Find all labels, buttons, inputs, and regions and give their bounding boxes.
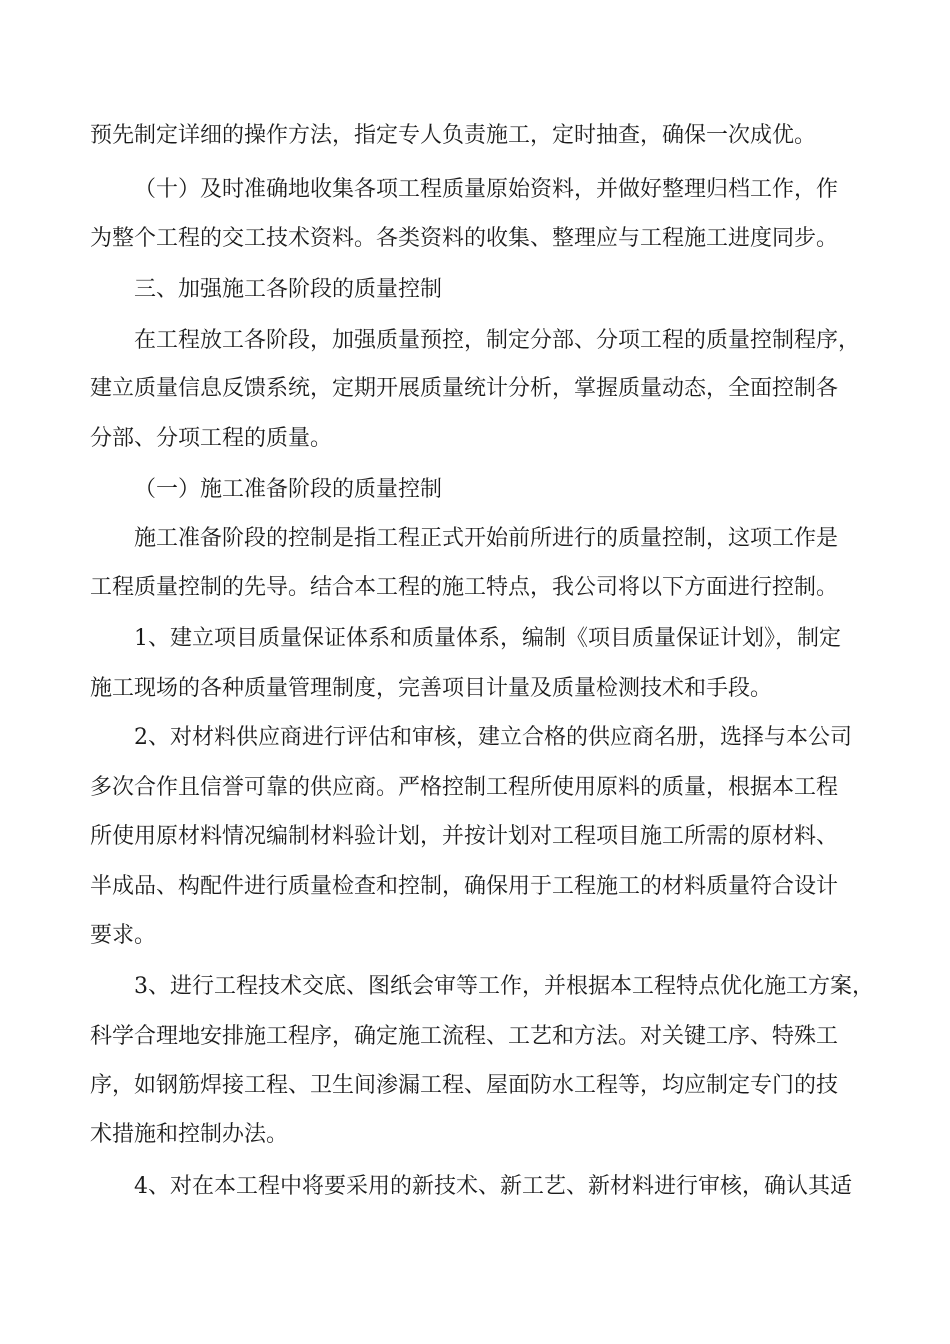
- subsection-heading: （一）施工准备阶段的质量控制: [134, 477, 443, 502]
- text-line-5: 在工程放工各阶段，加强质量预控，制定分部、分项工程的质量控制程序，: [134, 328, 861, 353]
- text-line-14: 多次合作且信誉可靠的供应商。严格控制工程所使用原料的质量，根据本工程: [90, 775, 839, 800]
- text-line-21: 术措施和控制办法。: [90, 1122, 289, 1147]
- text-line-2: （十）及时准确地收集各项工程质量原始资料，并做好整理归档工作，作: [134, 177, 839, 202]
- text-line-1: 预先制定详细的操作方法，指定专人负责施工，定时抽查，确保一次成优。: [90, 123, 817, 148]
- text-line-13: 2、对材料供应商进行评估和审核，建立合格的供应商名册，选择与本公司: [134, 725, 852, 750]
- text-line-3: 为整个工程的交工技术资料。各类资料的收集、整理应与工程施工进度同步。: [90, 226, 839, 251]
- text-line-12: 施工现场的各种质量管理制度，完善项目计量及质量检测技术和手段。: [90, 676, 773, 701]
- text-line-16: 半成品、构配件进行质量检查和控制，确保用于工程施工的材料质量符合设计: [90, 874, 839, 899]
- text-line-6: 建立质量信息反馈系统，定期开展质量统计分析，掌握质量动态，全面控制各: [90, 376, 839, 401]
- text-line-20: 序，如钢筋焊接工程、卫生间渗漏工程、屋面防水工程等，均应制定专门的技: [90, 1073, 839, 1098]
- text-line-15: 所使用原材料情况编制材料验计划，并按计划对工程项目施工所需的原材料、: [90, 824, 839, 849]
- text-line-17: 要求。: [90, 923, 157, 948]
- text-line-11: 1、建立项目质量保证体系和质量体系，编制《项目质量保证计划》，制定: [134, 626, 841, 651]
- section-heading: 三、加强施工各阶段的质量控制: [134, 277, 443, 302]
- text-line-19: 科学合理地安排施工程序，确定施工流程、工艺和方法。对关键工序、特殊工: [90, 1024, 839, 1049]
- text-line-18: 3、进行工程技术交底、图纸会审等工作，并根据本工程特点优化施工方案，: [134, 974, 874, 999]
- text-line-10: 工程质量控制的先导。结合本工程的施工特点，我公司将以下方面进行控制。: [90, 575, 839, 600]
- text-line-22: 4、对在本工程中将要采用的新技术、新工艺、新材料进行审核，确认其适: [134, 1174, 852, 1199]
- text-line-9: 施工准备阶段的控制是指工程正式开始前所进行的质量控制，这项工作是: [134, 526, 839, 551]
- text-line-7: 分部、分项工程的质量。: [90, 426, 333, 451]
